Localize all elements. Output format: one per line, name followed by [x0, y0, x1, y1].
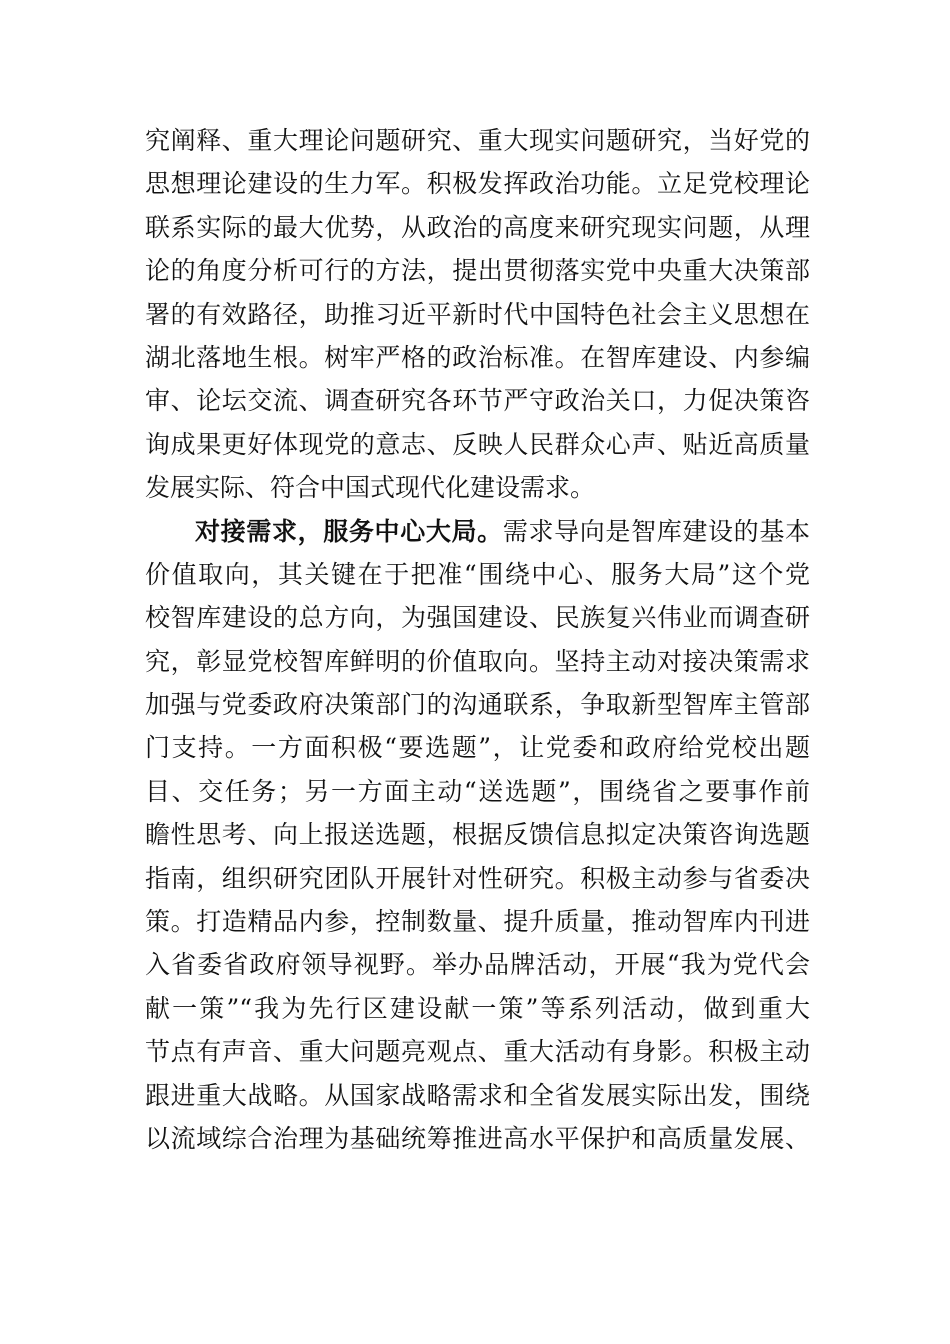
- text-line: 校智库建设的总方向，为强国建设、民族复兴伟业而调查研: [145, 603, 810, 633]
- text-line: 节点有声音、重大问题亮观点、重大活动有身影。积极主动: [145, 1037, 810, 1067]
- text-span: 需求导向是智库建设的基本: [502, 516, 810, 546]
- text-line: 跟进重大战略。从国家战略需求和全省发展实际出发，围绕: [145, 1080, 810, 1110]
- text-line: 询成果更好体现党的意志、反映人民群众心声、贴近高质量: [145, 429, 810, 459]
- text-line: 目、交任务；另一方面主动“送选题”，围绕省之要事作前: [145, 776, 810, 806]
- document-body: [145, 119, 810, 1160]
- text-line: 审、论坛交流、调查研究各环节严守政治关口，力促决策咨: [145, 386, 810, 416]
- text-line: 署的有效路径，助推习近平新时代中国特色社会主义思想在: [145, 299, 810, 329]
- paragraph-2: [145, 510, 810, 1161]
- text-line: 联系实际的最大优势，从政治的高度来研究现实问题，从理: [145, 212, 810, 242]
- text-line: 以流域综合治理为基础统筹推进高水平保护和高质量发展、: [145, 1123, 810, 1153]
- text-line: 献一策”“我为先行区建设献一策”等系列活动，做到重大: [145, 993, 810, 1023]
- text-line: 入省委省政府领导视野。举办品牌活动，开展“我为党代会: [145, 950, 810, 980]
- paragraph-1: [145, 119, 810, 510]
- text-line: 加强与党委政府决策部门的沟通联系，争取新型智库主管部: [145, 690, 810, 720]
- text-line: 发展实际、符合中国式现代化建设需求。: [145, 473, 596, 503]
- text-line: 究阐释、重大理论问题研究、重大现实问题研究，当好党的: [145, 126, 810, 155]
- text-line: 门支持。一方面积极“要选题”，让党委和政府给党校出题: [145, 733, 810, 763]
- text-line: 究，彰显党校智库鲜明的价值取向。坚持主动对接决策需求: [145, 646, 810, 676]
- paragraph-first-line: [145, 510, 810, 553]
- text-line: 瞻性思考、向上报送选题，根据反馈信息拟定决策咨询选题: [145, 820, 810, 850]
- text-line: 价值取向，其关键在于把准“围绕中心、服务大局”这个党: [145, 559, 810, 589]
- text-line: 指南，组织研究团队开展针对性研究。积极主动参与省委决: [145, 863, 810, 893]
- text-line: 湖北落地生根。树牢严格的政治标准。在智库建设、内参编: [145, 342, 810, 372]
- text-line: 论的角度分析可行的方法，提出贯彻落实党中央重大决策部: [145, 256, 810, 286]
- section-heading: 对接需求，服务中心大局。: [195, 516, 503, 546]
- text-line: 策。打造精品内参，控制数量、提升质量，推动智库内刊进: [145, 907, 810, 937]
- text-line: 思想理论建设的生力军。积极发挥政治功能。立足党校理论: [145, 169, 810, 199]
